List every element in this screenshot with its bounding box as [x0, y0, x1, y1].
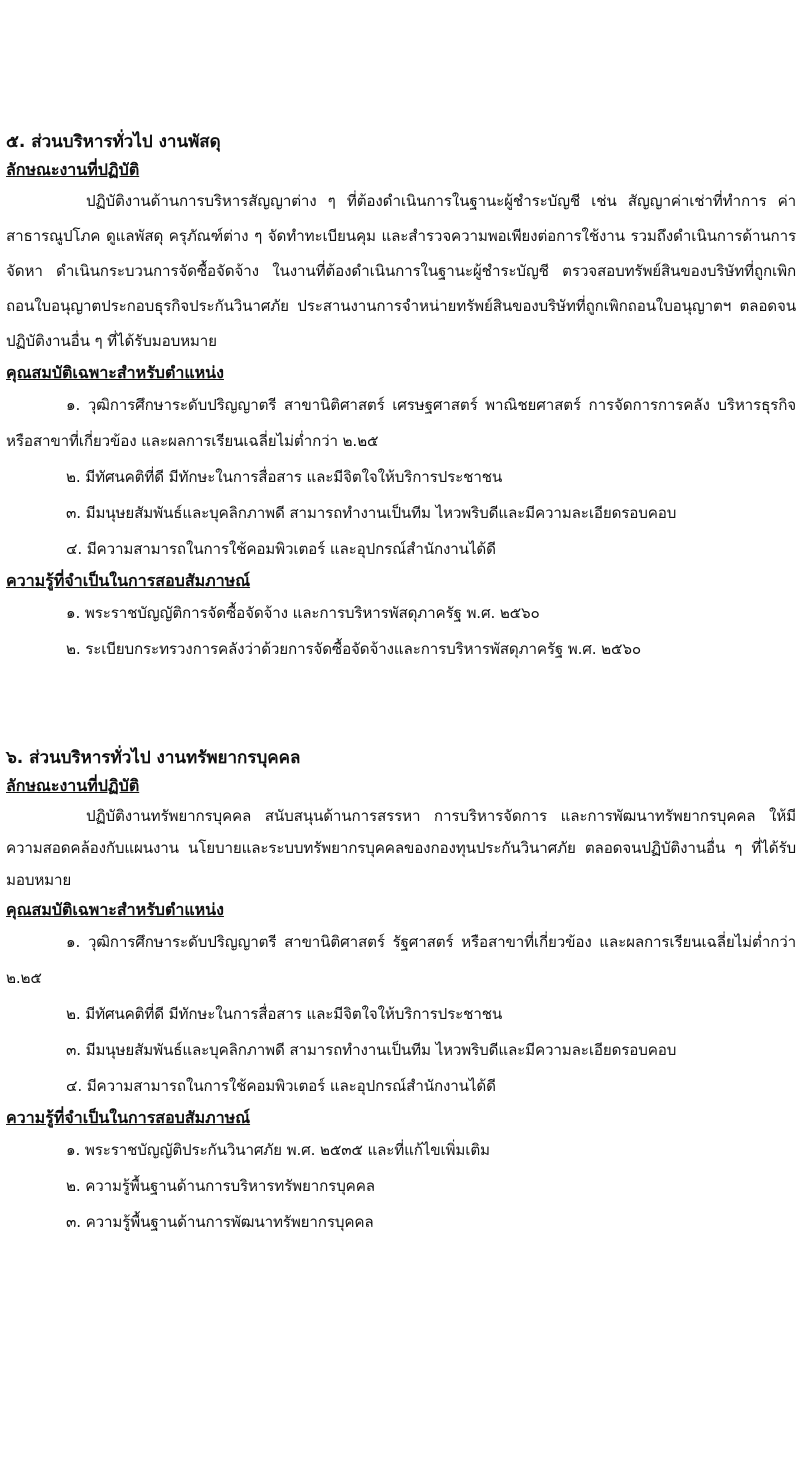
qualification-item: ๓. มีมนุษยสัมพันธ์และบุคลิกภาพดี สามารถทำงานเป็นทีม ไหวพริบดีและมีความละเอียดรอบคอบ	[66, 504, 677, 522]
section-human-resources	[6, 744, 796, 1240]
qualification-item: ๔. มีความสามารถในการใช้คอมพิวเตอร์ และอุปกรณ์สำนักงานได้ดี	[66, 540, 496, 558]
qualification-item: ๒. มีทัศนคติที่ดี มีทักษะในการสื่อสาร และมีจิตใจให้บริการประชาชน	[66, 1005, 503, 1023]
knowledge-item: ๒. ระเบียบกระทรวงการคลังว่าด้วยการจัดซื้อจัดจ้างและการบริหารพัสดุภาครัฐ พ.ศ. ๒๕๖๐	[66, 640, 641, 658]
knowledge-item: ๑. พระราชบัญญัติประกันวินาศภัย พ.ศ. ๒๕๓๕ และที่แก้ไขเพิ่มเติม	[66, 1141, 490, 1159]
qualifications-heading: คุณสมบัติเฉพาะสำหรับตำแหน่ง	[6, 900, 224, 919]
qualification-item: ๔. มีความสามารถในการใช้คอมพิวเตอร์ และอุปกรณ์สำนักงานได้ดี	[66, 1077, 496, 1095]
qualification-item: ๒. มีทัศนคติที่ดี มีทักษะในการสื่อสาร และมีจิตใจให้บริการประชาชน	[66, 468, 503, 486]
knowledge-heading: ความรู้ที่จำเป็นในการสอบสัมภาษณ์	[6, 1108, 251, 1127]
duties-heading: ลักษณะงานที่ปฏิบัติ	[6, 160, 140, 179]
knowledge-item: ๑. พระราชบัญญัติการจัดซื้อจัดจ้าง และการบริหารพัสดุภาครัฐ พ.ศ. ๒๕๖๐	[66, 604, 540, 622]
duties-text: ปฏิบัติงานด้านการบริหารสัญญาต่าง ๆ ที่ต้องดำเนินการในฐานะผู้ชำระบัญชี เช่น สัญญาค่าเช่าที่ทำการ ค่าสาธารณูปโภค ดูแลพัสดุ ครุภัณฑ์ต่าง ๆ จัดทำทะเบียนคุม และสำรวจความพอเพียงต่อการใช้งาน รวมถึงดำเนินการด้านการจัดหา ดำเนินกระบวนการจัดซื้อจัดจ้าง ในงานที่ต้องดำเนินการในฐานะผู้ชำระบัญชี ตรวจสอบทรัพย์สินของบริษัทที่ถูกเพิกถอนใบอนุญาตประกอบธุรกิจประกันวินาศภัย ประสานงานการจำหน่ายทรัพย์สินของบริษัทที่ถูกเพิกถอนใบอนุญาตฯ ตลอดจนปฏิบัติงานอื่น ๆ ที่ได้รับมอบหมาย	[6, 192, 796, 350]
section-title: ๕. ส่วนบริหารทั่วไป งานพัสดุ	[6, 132, 221, 152]
section-title: ๖. ส่วนบริหารทั่วไป งานทรัพยากรบุคคล	[6, 748, 301, 768]
knowledge-heading: ความรู้ที่จำเป็นในการสอบสัมภาษณ์	[6, 571, 251, 590]
section-procurement	[6, 128, 796, 667]
qualification-item: ๑. วุฒิการศึกษาระดับปริญญาตรี สาขานิติศาสตร์ เศรษฐศาสตร์ พาณิชยศาสตร์ การจัดการการคลัง บริหารธุรกิจ หรือสาขาที่เกี่ยวข้อง และผลการเรียนเฉลี่ยไม่ต่ำกว่า ๒.๒๕	[6, 396, 796, 450]
qualification-item: ๓. มีมนุษยสัมพันธ์และบุคลิกภาพดี สามารถทำงานเป็นทีม ไหวพริบดีและมีความละเอียดรอบคอบ	[66, 1041, 677, 1059]
duties-heading: ลักษณะงานที่ปฏิบัติ	[6, 776, 140, 795]
qualifications-heading: คุณสมบัติเฉพาะสำหรับตำแหน่ง	[6, 363, 224, 382]
knowledge-item: ๒. ความรู้พื้นฐานด้านการบริหารทรัพยากรบุคคล	[66, 1177, 375, 1195]
qualification-item: ๑. วุฒิการศึกษาระดับปริญญาตรี สาขานิติศาสตร์ รัฐศาสตร์ หรือสาขาที่เกี่ยวข้อง และผลการเรียนเฉลี่ยไม่ต่ำกว่า ๒.๒๕	[6, 933, 796, 987]
knowledge-item: ๓. ความรู้พื้นฐานด้านการพัฒนาทรัพยากรบุคคล	[66, 1213, 374, 1231]
duties-text: ปฏิบัติงานทรัพยากรบุคคล สนับสนุนด้านการสรรหา การบริหารจัดการ และการพัฒนาทรัพยากรบุคคล ให้มีความสอดคล้องกับแผนงาน นโยบายและระบบทรัพยากรบุคคลของกองทุนประกันวินาศภัย ตลอดจนปฏิบัติงานอื่น ๆ ที่ได้รับมอบหมาย	[6, 807, 796, 889]
